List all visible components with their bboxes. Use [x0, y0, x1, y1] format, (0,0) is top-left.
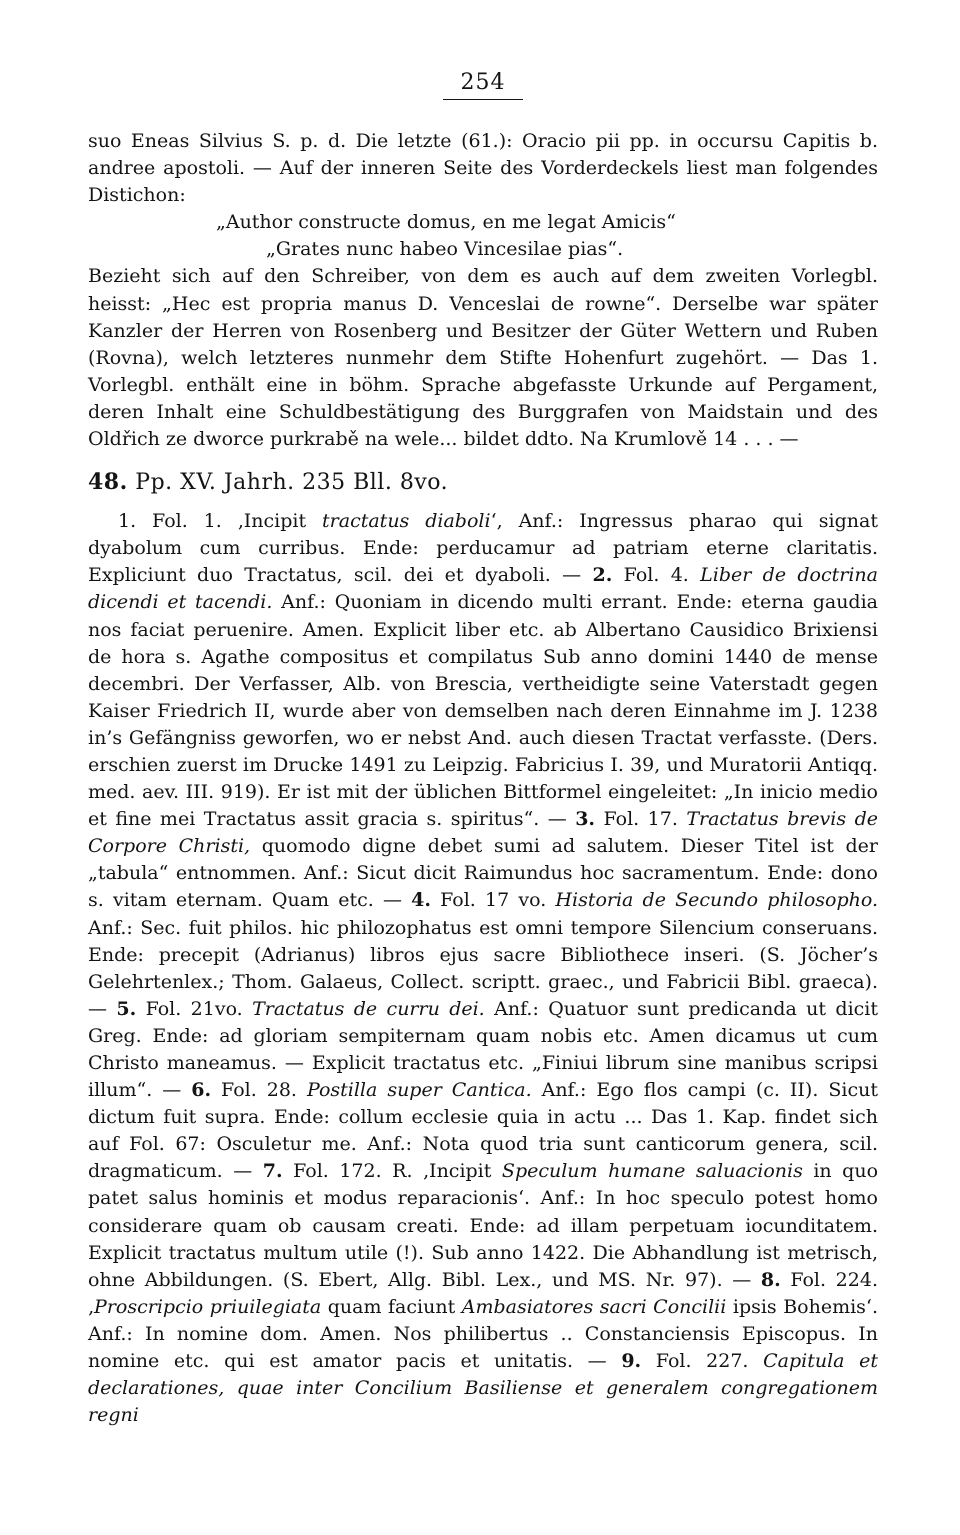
- text-segment: quam faciunt: [321, 1295, 462, 1318]
- section-heading: [88, 467, 878, 498]
- work-title: Speculum humane saluacionis: [501, 1160, 803, 1183]
- text-segment: Anf.: Sec. fuit philos. hic philozophatus est omni tempore Silencium conseruans. Ende: precepit (Adrianus) libros ejus sacre Bibliothece inseri. (S. Jöcher’s Gelehrtenlex.; Thom. Galaeus, Collect. scriptt. graec., und Fabricii Bibl. graeca). —: [88, 916, 878, 1020]
- work-title: Postilla super Cantica.: [306, 1079, 532, 1102]
- item-number: 4.: [411, 889, 431, 912]
- item-number: 9.: [621, 1350, 642, 1373]
- item-number: 7.: [262, 1160, 283, 1183]
- text-segment: 1. Fol. 1. ‚Incipit: [118, 510, 323, 533]
- text-segment: Fol. 224. ‚: [88, 1268, 878, 1318]
- text-segment: ‘, Anf.: Ingressus pharao qui signat dyabolum cum curribus. Ende: perducamur ad patriam eterne claritatis. Expliciunt duo Tractatus, scil. dei et dyaboli. —: [88, 510, 878, 587]
- item-number: 5.: [116, 997, 137, 1020]
- item-number: 6.: [191, 1079, 212, 1102]
- work-title: tractatus diaboli: [322, 510, 491, 533]
- work-title: Proscripcio priuilegiata: [94, 1295, 322, 1318]
- intro-paragraph-a: suo Eneas Silvius S. p. d. Die letzte (61.): Oracio pii pp. in occursu Capitis b. andree apostoli. — Auf der inneren Seite des Vorderdeckels liest man folgendes Distichon:: [88, 130, 878, 207]
- text-segment: Anf.: Ego flos campi (c. II). Sicut dictum fuit supra. Ende: collum ecclesie quia in actu ... Das 1. Kap. findet sich auf Fol. 67: Osculetur me. Anf.: Nota quod tria sunt canticorum genera, scil. dragmaticum. —: [88, 1079, 878, 1183]
- text-segment: ipsis Bohemis‘. Anf.: In nomine dom. Amen. Nos philibertus .. Constanciensis Episcopus. In nomine etc. qui est amator pacis et unitatis. —: [88, 1295, 879, 1373]
- text-segment: Fol. 21vo.: [136, 997, 253, 1020]
- item-number: 3.: [575, 808, 596, 831]
- distich-line-2: „Grates nunc habeo Vincesilae pias“.: [266, 238, 624, 261]
- section-title: Pp. XV. Jahrh. 235 Bll. 8vo.: [135, 470, 449, 496]
- distich-line-1: „Author constructe domus, en me legat Amicis“: [216, 211, 676, 234]
- page-number: 254: [88, 70, 878, 100]
- document-page: [88, 70, 878, 1429]
- text-segment: Fol. 172. R. ‚Incipit: [282, 1160, 502, 1183]
- item-number: 8.: [760, 1268, 781, 1291]
- section-number: 48.: [88, 469, 128, 496]
- work-title: Capitula et declarationes, quae inter Concilium Basiliense et generalem congregationem regni: [88, 1350, 878, 1427]
- work-title: Liber de doctrina dicendi et tacendi.: [88, 564, 878, 614]
- intro-paragraph-b: Bezieht sich auf den Schreiber, von dem es auch auf dem zweiten Vorlegbl. heisst: „Hec est propria manus D. Venceslai de rowne“. Derselbe war später Kanzler der Herren von Rosenberg und Besitzer der Güter Wettern und Ruben (Rovna), welch letzteres nunmehr dem Stifte Hohenfurt zugehört. — Das 1. Vorlegbl. enthält eine in böhm. Sprache abgefasste Urkunde auf Pergament, deren Inhalt eine Schuldbestätigung des Burggrafen von Maidstain und des Oldřich ze dworce purkrabě na wele... bildet ddto. Na Krumlově 14 . . . —: [88, 265, 878, 451]
- text-segment: quomodo digne debet sumi ad salutem. Dieser Titel ist der „tabula“ entnommen. Anf.: Sicut dicit Raimundus hoc sacramentum. Ende: dono s. vitam eternam. Quam etc. —: [88, 835, 878, 912]
- text-segment: Anf.: Quoniam in dicendo multi errant. Ende: eterna gaudia nos faciat peruenire. Amen. Explicit liber etc. ab Albertano Causidico Brixiensi de hora s. Agathe compositus et compilatus Sub anno domini 1440 de mense decembri. Der Verfasser, Alb. von Brescia, vertheidigte seine Vaterstadt gegen Kaiser Friedrich II, wurde aber von demselben nach deren Einnahme im J. 1238 in’s Gefängniss geworfen, wo er nebst And. auch diesen Tractat verfasste. (Ders. erschien zuerst im Drucke 1491 zu Leipzig. Fabricius I. 39, und Muratorii Antiqq. med. aev. III. 919). Er ist mit der üblichen Bittformel eingeleitet: „In inicio medio et fine mei Tractatus assit gracia s. spiritus“. —: [88, 591, 878, 831]
- work-title: Tractatus brevis de Corpore Christi,: [88, 808, 878, 858]
- work-title: Historia de Secundo philosopho.: [555, 889, 878, 912]
- text-segment: in quo patet salus hominis et modus reparacionis‘. Anf.: In hoc speculo potest homo considerare quam ob causam creati. Ende: ad illam perpetuam iocunditatem. Explicit tractatus multum utile (!). Sub anno 1422. Die Abhandlung ist metrisch, ohne Abbildungen. (S. Ebert, Allg. Bibl. Lex., und MS. Nr. 97). —: [88, 1160, 879, 1291]
- work-title: Ambasiatores sacri Concilii: [461, 1295, 727, 1318]
- text-segment: Fol. 17 vo.: [430, 889, 556, 912]
- text-segment: Fol. 28.: [211, 1079, 307, 1102]
- text-segment: Fol. 17.: [595, 808, 687, 831]
- text-segment: Anf.: Quatuor sunt predicanda ut dicit Greg. Ende: ad gloriam sempiternam quam nobis etc. Amen dicamus ut cum Christo maneamus. — Explicit tractatus etc. „Finiui librum sine manibus scripsi illum“. —: [88, 997, 878, 1102]
- work-title: Tractatus de curru dei.: [252, 997, 485, 1020]
- text-segment: Fol. 4.: [612, 564, 701, 587]
- item-number: 2.: [592, 564, 613, 587]
- section-body: [88, 508, 878, 1429]
- text-segment: Fol. 227.: [641, 1350, 764, 1373]
